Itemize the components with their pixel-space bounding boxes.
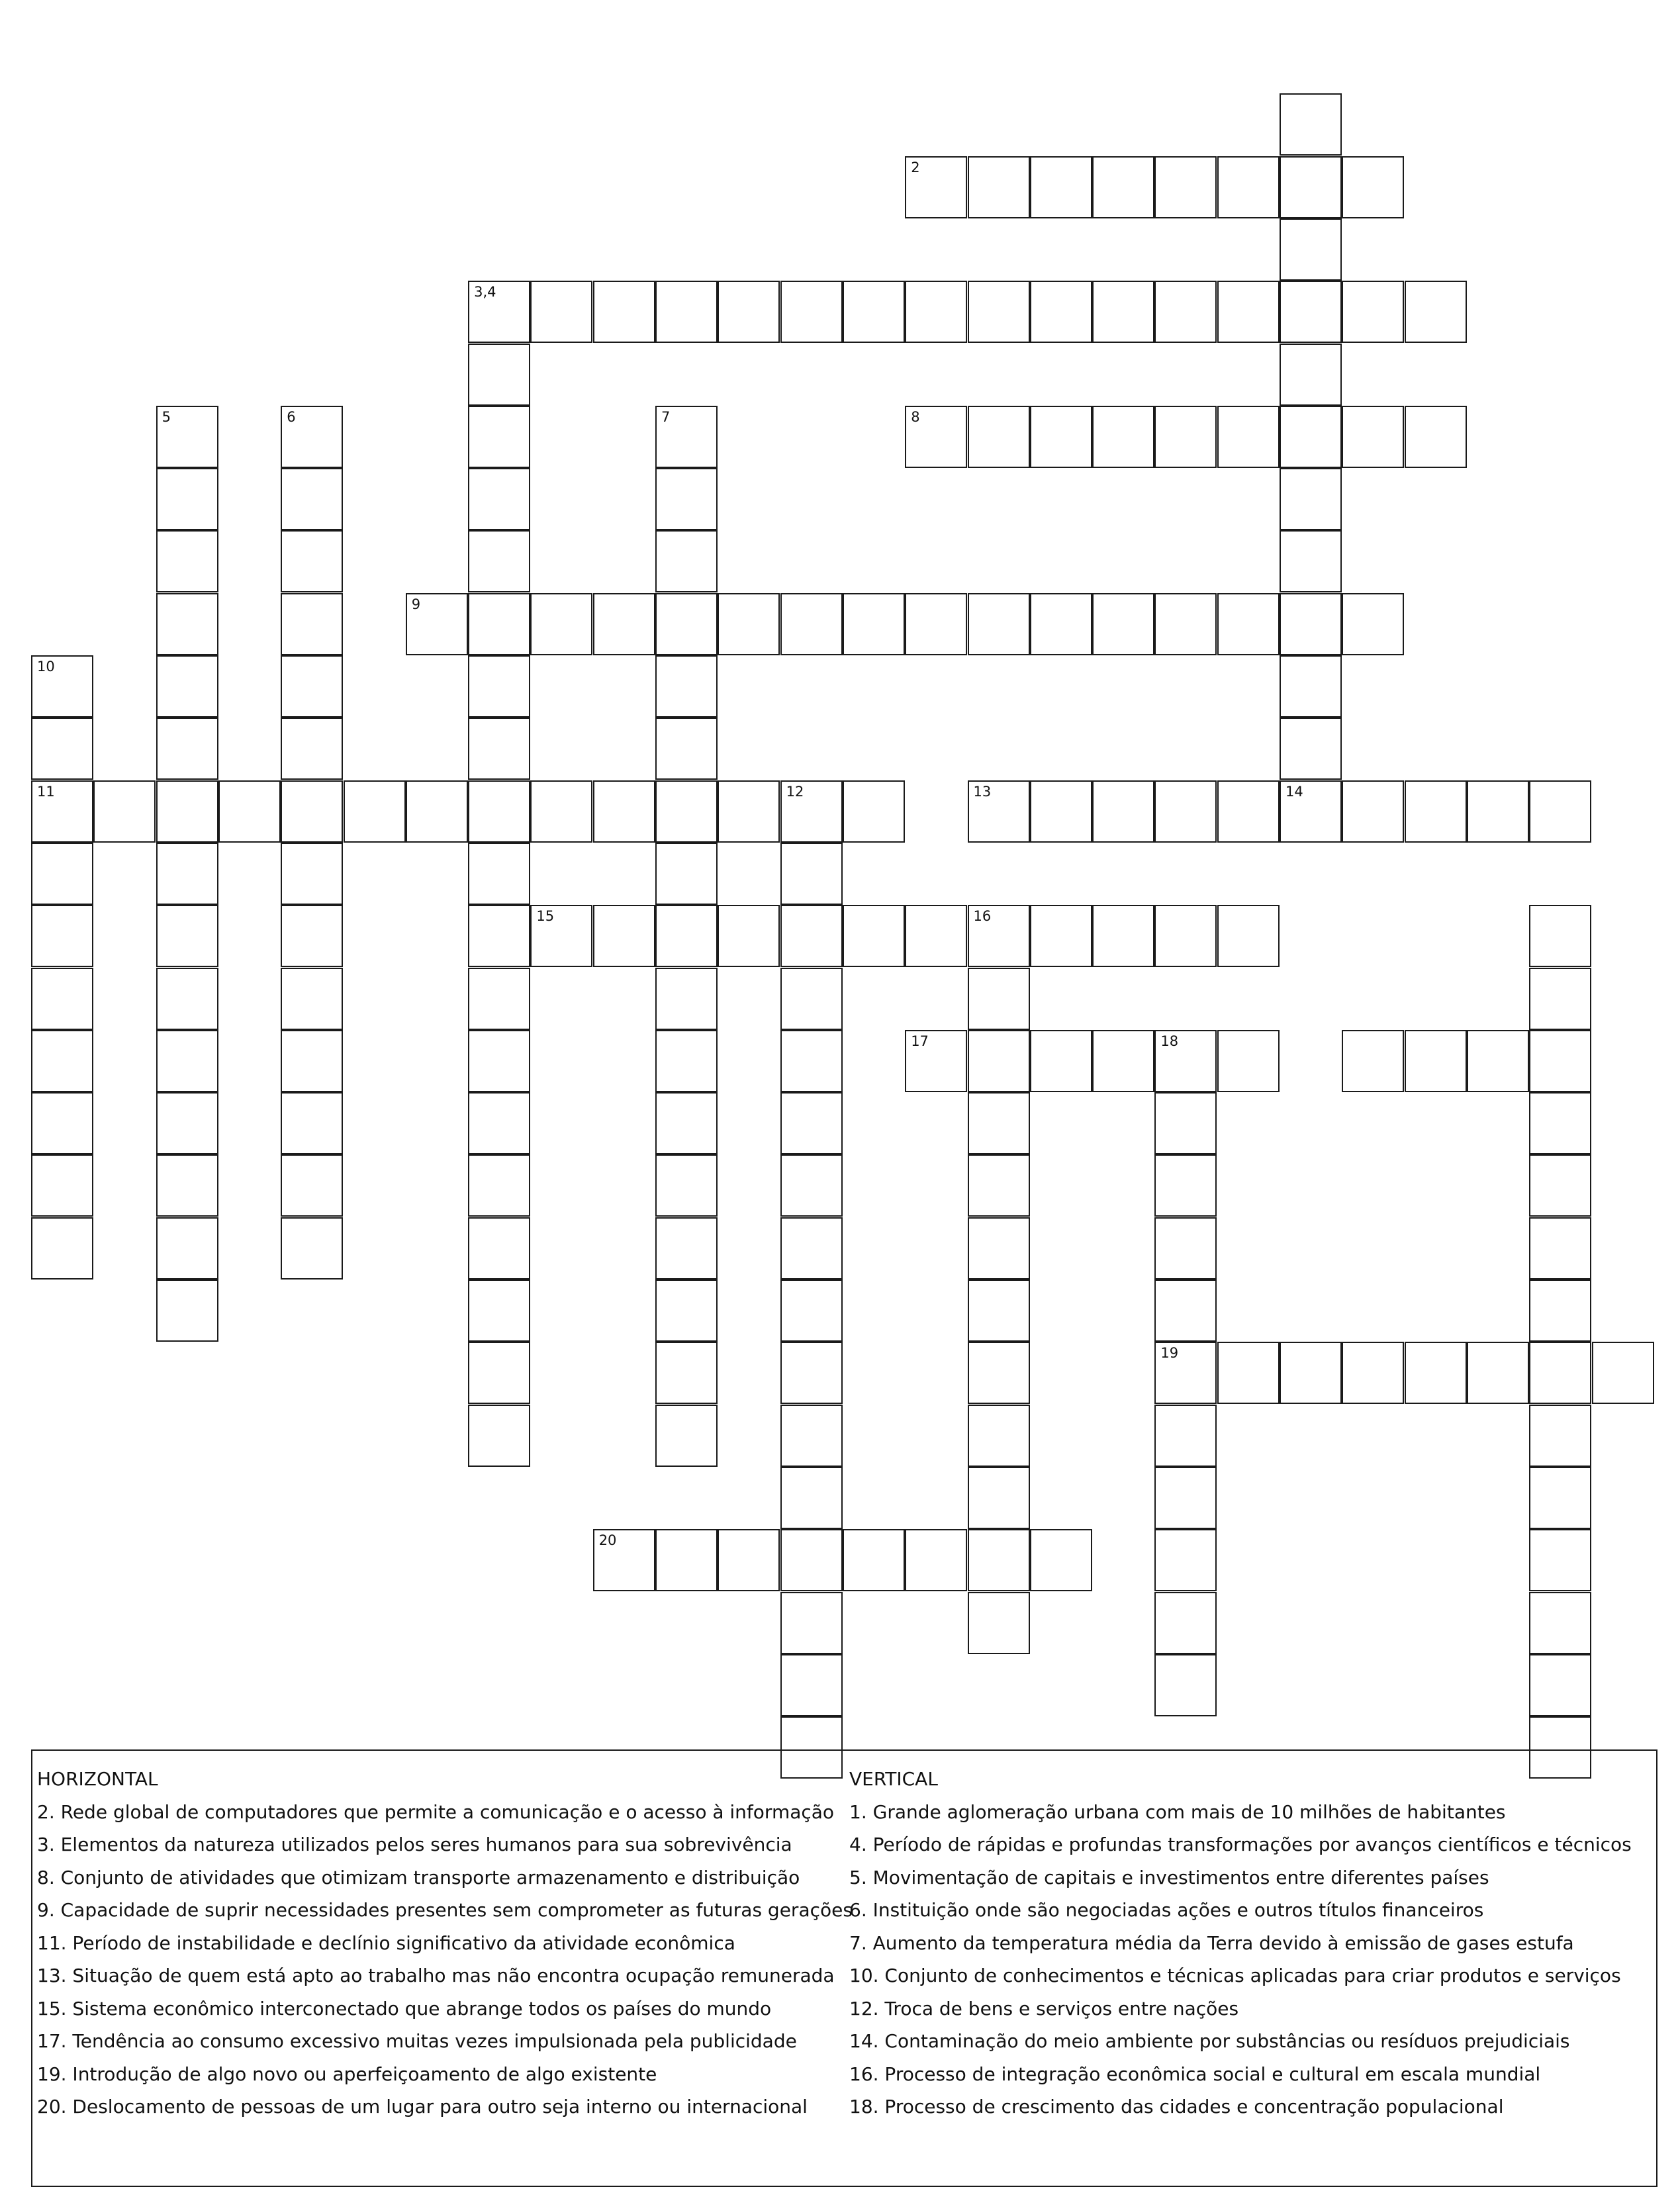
grid-cell[interactable]: [1280, 281, 1342, 343]
grid-cell[interactable]: [968, 1217, 1030, 1280]
grid-cell[interactable]: [780, 1467, 843, 1529]
cell-number: 12: [786, 783, 804, 800]
grid-cell[interactable]: [655, 1405, 718, 1467]
clue-down-10: 10. Conjunto de conhecimentos e técnicas aplicadas para criar produtos e serviços: [849, 1965, 1621, 1986]
grid-cell[interactable]: [968, 780, 1030, 843]
grid-cell[interactable]: [1092, 905, 1154, 967]
grid-cell[interactable]: [468, 1154, 530, 1217]
grid-cell[interactable]: [93, 780, 156, 843]
grid-cell[interactable]: [156, 1217, 218, 1280]
grid-cell[interactable]: [1529, 1405, 1591, 1467]
cell-number: 8: [911, 408, 920, 425]
grid-cell[interactable]: [780, 593, 843, 655]
grid-cell[interactable]: [1280, 655, 1342, 718]
cell-number: 19: [1160, 1345, 1179, 1362]
grid-cell[interactable]: [406, 593, 468, 655]
grid-cell[interactable]: [655, 1217, 718, 1280]
cell-number: 17: [911, 1033, 929, 1049]
grid-cell[interactable]: [655, 530, 718, 592]
cell-number: 10: [37, 659, 55, 675]
grid-cell[interactable]: [1154, 905, 1217, 967]
grid-cell[interactable]: [468, 468, 530, 530]
grid-cell[interactable]: [1030, 156, 1092, 218]
grid-cell[interactable]: [468, 344, 530, 406]
grid-cell[interactable]: [780, 1092, 843, 1154]
grid-cell[interactable]: [1280, 468, 1342, 530]
grid-cell[interactable]: [655, 1154, 718, 1217]
cell-number: 16: [973, 908, 992, 925]
clue-across-3: 3. Elementos da natureza utilizados pelos seres humanos para sua sobrevivência: [37, 1834, 792, 1855]
grid-cell[interactable]: [968, 593, 1030, 655]
grid-cell[interactable]: [1030, 905, 1092, 967]
grid-cell[interactable]: [468, 780, 530, 843]
grid-cell[interactable]: [593, 905, 655, 967]
grid-cell[interactable]: [1342, 780, 1404, 843]
grid-cell[interactable]: [905, 1529, 967, 1591]
grid-cell[interactable]: [156, 406, 218, 468]
grid-cell[interactable]: [1280, 344, 1342, 406]
grid-cell[interactable]: [780, 1217, 843, 1280]
grid-cell[interactable]: [1092, 780, 1154, 843]
grid-cell[interactable]: [468, 843, 530, 905]
cell-number: 3,4: [474, 284, 496, 301]
grid-cell[interactable]: [281, 780, 343, 843]
grid-cell[interactable]: [655, 718, 718, 780]
grid-cell[interactable]: [156, 468, 218, 530]
cell-number: 13: [973, 783, 992, 800]
grid-cell[interactable]: [1405, 281, 1467, 343]
grid-cell[interactable]: [31, 843, 93, 905]
grid-cell[interactable]: [1280, 718, 1342, 780]
grid-cell[interactable]: [655, 1529, 718, 1591]
grid-cell[interactable]: [1217, 281, 1280, 343]
grid-cell[interactable]: [1154, 1217, 1217, 1280]
grid-cell[interactable]: [1342, 1342, 1404, 1404]
grid-cell[interactable]: [1030, 1529, 1092, 1591]
clue-down-14: 14. Contaminação do meio ambiente por substâncias ou resíduos prejudiciais: [849, 2030, 1570, 2052]
grid-cell[interactable]: [31, 905, 93, 967]
grid-cell[interactable]: [281, 593, 343, 655]
grid-cell[interactable]: [344, 780, 406, 843]
grid-cell[interactable]: [780, 1154, 843, 1217]
horizontal-heading: HORIZONTAL: [37, 1768, 158, 1790]
grid-cell[interactable]: [1217, 593, 1280, 655]
grid-cell[interactable]: [468, 968, 530, 1030]
grid-cell[interactable]: [780, 1280, 843, 1342]
grid-cell[interactable]: [1154, 156, 1217, 218]
grid-cell[interactable]: [1280, 218, 1342, 281]
grid-cell[interactable]: [718, 1529, 780, 1591]
grid-cell[interactable]: [281, 905, 343, 967]
grid-cell[interactable]: [593, 780, 655, 843]
grid-cell[interactable]: [968, 1405, 1030, 1467]
grid-cell[interactable]: [31, 1217, 93, 1280]
clue-down-6: 6. Instituição onde são negociadas ações e outros títulos financeiros: [849, 1899, 1484, 1921]
grid-cell[interactable]: [1092, 281, 1154, 343]
grid-cell[interactable]: [905, 406, 967, 468]
grid-cell[interactable]: [780, 1592, 843, 1654]
grid-cell[interactable]: [1217, 1342, 1280, 1404]
grid-cell[interactable]: [593, 281, 655, 343]
horizontal-clues: [37, 1763, 853, 2123]
grid-cell[interactable]: [1154, 1654, 1217, 1716]
grid-cell[interactable]: [281, 1030, 343, 1092]
grid-cell[interactable]: [905, 281, 967, 343]
clue-across-11: 11. Período de instabilidade e declínio significativo da atividade econômica: [37, 1931, 735, 1954]
grid-cell[interactable]: [281, 968, 343, 1030]
grid-cell[interactable]: [468, 530, 530, 592]
grid-cell[interactable]: [530, 281, 592, 343]
grid-cell[interactable]: [1342, 593, 1404, 655]
vertical-heading: VERTICAL: [849, 1768, 938, 1790]
grid-cell[interactable]: [718, 593, 780, 655]
grid-cell[interactable]: [780, 1529, 843, 1591]
grid-cell[interactable]: [1529, 780, 1591, 843]
grid-cell[interactable]: [1529, 1654, 1591, 1716]
grid-cell[interactable]: [968, 406, 1030, 468]
grid-cell[interactable]: [156, 1154, 218, 1217]
grid-cell[interactable]: [968, 1529, 1030, 1591]
grid-cell[interactable]: [655, 968, 718, 1030]
grid-cell[interactable]: [468, 1030, 530, 1092]
grid-cell[interactable]: [156, 1280, 218, 1342]
grid-cell[interactable]: [1529, 1030, 1591, 1092]
grid-cell[interactable]: [1467, 1030, 1529, 1092]
grid-cell[interactable]: [281, 843, 343, 905]
grid-cell[interactable]: [156, 593, 218, 655]
grid-cell[interactable]: [905, 1030, 967, 1092]
grid-cell[interactable]: [655, 843, 718, 905]
grid-cell[interactable]: [780, 1654, 843, 1716]
grid-cell[interactable]: [905, 156, 967, 218]
grid-cell[interactable]: [1217, 156, 1280, 218]
grid-cell[interactable]: [1342, 406, 1404, 468]
grid-cell[interactable]: [968, 1280, 1030, 1342]
grid-cell[interactable]: [655, 593, 718, 655]
grid-cell[interactable]: [655, 406, 718, 468]
cell-number: 7: [661, 408, 671, 425]
grid-cell[interactable]: [31, 968, 93, 1030]
grid-cell[interactable]: [780, 905, 843, 967]
grid-cell[interactable]: [843, 593, 905, 655]
grid-cell[interactable]: [1280, 1342, 1342, 1404]
grid-cell[interactable]: [843, 281, 905, 343]
grid-cell[interactable]: [281, 530, 343, 592]
grid-cell[interactable]: [968, 1342, 1030, 1404]
grid-cell[interactable]: [468, 1217, 530, 1280]
grid-cell[interactable]: [1529, 1342, 1591, 1404]
grid-cell[interactable]: [718, 905, 780, 967]
grid-cell[interactable]: [1092, 406, 1154, 468]
cell-number: 11: [37, 783, 55, 800]
grid-cell[interactable]: [281, 468, 343, 530]
grid-cell[interactable]: [1529, 905, 1591, 967]
grid-cell[interactable]: [780, 1405, 843, 1467]
grid-cell[interactable]: [780, 843, 843, 905]
grid-cell[interactable]: [156, 1030, 218, 1092]
grid-cell[interactable]: [780, 281, 843, 343]
grid-cell[interactable]: [968, 1030, 1030, 1092]
grid-cell[interactable]: [156, 655, 218, 718]
grid-cell[interactable]: [156, 718, 218, 780]
grid-cell[interactable]: [281, 655, 343, 718]
grid-cell[interactable]: [780, 1030, 843, 1092]
grid-cell[interactable]: [1280, 406, 1342, 468]
cell-number: 15: [536, 908, 555, 925]
grid-cell[interactable]: [968, 156, 1030, 218]
grid-cell[interactable]: [31, 1092, 93, 1154]
cell-number: 5: [162, 408, 171, 425]
grid-cell[interactable]: [780, 780, 843, 843]
grid-cell[interactable]: [1030, 281, 1092, 343]
clue-down-18: 18. Processo de crescimento das cidades e concentração populacional: [849, 2096, 1504, 2117]
grid-cell[interactable]: [1154, 1030, 1217, 1092]
grid-cell[interactable]: [655, 905, 718, 967]
grid-cell[interactable]: [406, 780, 468, 843]
grid-cell[interactable]: [593, 593, 655, 655]
vertical-clues: [849, 1763, 1650, 2123]
grid-cell[interactable]: [718, 780, 780, 843]
grid-cell[interactable]: [468, 281, 530, 343]
grid-cell[interactable]: [843, 1529, 905, 1591]
grid-cell[interactable]: [968, 905, 1030, 967]
grid-cell[interactable]: [1154, 1405, 1217, 1467]
grid-cell[interactable]: [655, 1280, 718, 1342]
grid-cell[interactable]: [1342, 156, 1404, 218]
grid-cell[interactable]: [468, 1342, 530, 1404]
grid-cell[interactable]: [1467, 1342, 1529, 1404]
clue-across-15: 15. Sistema econômico interconectado que abrange todos os países do mundo: [37, 1997, 772, 2020]
grid-cell[interactable]: [1030, 406, 1092, 468]
grid-cell[interactable]: [1280, 93, 1342, 156]
clue-down-12: 12. Troca de bens e serviços entre nações: [849, 1997, 1239, 2020]
cell-number: 2: [911, 159, 920, 175]
grid-cell[interactable]: [1280, 780, 1342, 843]
grid-cell[interactable]: [468, 905, 530, 967]
grid-cell[interactable]: [1217, 905, 1280, 967]
grid-cell[interactable]: [655, 655, 718, 718]
grid-cell[interactable]: [281, 406, 343, 468]
grid-cell[interactable]: [1280, 530, 1342, 592]
clue-across-13: 13. Situação de quem está apto ao trabalho mas não encontra ocupação remunerada: [37, 1965, 835, 1986]
grid-cell[interactable]: [655, 1092, 718, 1154]
grid-cell[interactable]: [1217, 1030, 1280, 1092]
clue-across-17: 17. Tendência ao consumo excessivo muitas vezes impulsionada pela publicidade: [37, 2030, 797, 2052]
clue-down-7: 7. Aumento da temperatura média da Terra devido à emissão de gases estufa: [849, 1931, 1574, 1954]
grid-cell[interactable]: [1529, 1467, 1591, 1529]
clue-down-16: 16. Processo de integração econômica social e cultural em escala mundial: [849, 2063, 1541, 2085]
grid-cell[interactable]: [530, 593, 592, 655]
grid-cell[interactable]: [1154, 780, 1217, 843]
grid-cell[interactable]: [468, 718, 530, 780]
grid-cell[interactable]: [968, 1592, 1030, 1654]
grid-cell[interactable]: [1467, 780, 1529, 843]
grid-cell[interactable]: [156, 905, 218, 967]
cell-number: 14: [1285, 783, 1303, 800]
clue-down-5: 5. Movimentação de capitais e investimentos entre diferentes países: [849, 1866, 1489, 1888]
grid-cell[interactable]: [1405, 780, 1467, 843]
grid-cell[interactable]: [655, 468, 718, 530]
grid-cell[interactable]: [468, 406, 530, 468]
grid-cell[interactable]: [468, 1280, 530, 1342]
grid-cell[interactable]: [156, 843, 218, 905]
grid-cell[interactable]: [31, 655, 93, 718]
grid-cell[interactable]: [156, 780, 218, 843]
grid-cell[interactable]: [1154, 1154, 1217, 1217]
grid-cell[interactable]: [1529, 968, 1591, 1030]
grid-cell[interactable]: [1154, 1092, 1217, 1154]
grid-cell[interactable]: [468, 1405, 530, 1467]
grid-cell[interactable]: [968, 1092, 1030, 1154]
grid-cell[interactable]: [1529, 1280, 1591, 1342]
clues-box: [31, 1749, 1657, 2187]
grid-cell[interactable]: [468, 655, 530, 718]
grid-cell[interactable]: [156, 530, 218, 592]
clue-across-2: 2. Rede global de computadores que permite a comunicação e o acesso à informação: [37, 1800, 835, 1823]
grid-cell[interactable]: [1154, 1592, 1217, 1654]
grid-cell[interactable]: [843, 905, 905, 967]
grid-cell[interactable]: [780, 1342, 843, 1404]
grid-cell[interactable]: [1154, 1280, 1217, 1342]
grid-cell[interactable]: [1342, 281, 1404, 343]
grid-cell[interactable]: [1154, 1467, 1217, 1529]
grid-cell[interactable]: [1154, 1342, 1217, 1404]
grid-cell[interactable]: [31, 1030, 93, 1092]
grid-cell[interactable]: [1092, 156, 1154, 218]
grid-cell[interactable]: [655, 1342, 718, 1404]
grid-cell[interactable]: [1529, 1217, 1591, 1280]
grid-cell[interactable]: [1092, 1030, 1154, 1092]
grid-cell[interactable]: [468, 593, 530, 655]
grid-cell[interactable]: [780, 968, 843, 1030]
grid-cell[interactable]: [1280, 593, 1342, 655]
grid-cell[interactable]: [1529, 1592, 1591, 1654]
grid-cell[interactable]: [1529, 1092, 1591, 1154]
grid-cell[interactable]: [1154, 281, 1217, 343]
cell-number: 20: [598, 1532, 617, 1549]
grid-cell[interactable]: [31, 1154, 93, 1217]
grid-cell[interactable]: [468, 1092, 530, 1154]
grid-cell[interactable]: [655, 281, 718, 343]
clue-across-9: 9. Capacidade de suprir necessidades presentes sem comprometer as futuras gerações: [37, 1899, 853, 1921]
grid-cell[interactable]: [843, 780, 905, 843]
grid-cell[interactable]: [1030, 1030, 1092, 1092]
grid-cell[interactable]: [281, 718, 343, 780]
cell-number: 9: [411, 596, 421, 612]
grid-cell[interactable]: [281, 1217, 343, 1280]
grid-cell[interactable]: [1405, 1342, 1467, 1404]
grid-cell[interactable]: [218, 780, 281, 843]
grid-cell[interactable]: [31, 718, 93, 780]
grid-cell[interactable]: [1342, 1030, 1404, 1092]
grid-cell[interactable]: [968, 1154, 1030, 1217]
clue-across-8: 8. Conjunto de atividades que otimizam transporte armazenamento e distribuição: [37, 1866, 800, 1888]
clue-across-19: 19. Introdução de algo novo ou aperfeiçoamento de algo existente: [37, 2063, 657, 2085]
grid-cell[interactable]: [1405, 406, 1467, 468]
grid-cell[interactable]: [1217, 780, 1280, 843]
grid-cell[interactable]: [1529, 1529, 1591, 1591]
grid-cell[interactable]: [1592, 1342, 1654, 1404]
grid-cell[interactable]: [718, 281, 780, 343]
grid-cell[interactable]: [655, 780, 718, 843]
clue-down-4: 4. Período de rápidas e profundas transformações por avanços científicos e técnicos: [849, 1834, 1632, 1855]
grid-cell[interactable]: [1154, 593, 1217, 655]
grid-cell[interactable]: [968, 968, 1030, 1030]
grid-cell[interactable]: [1405, 1030, 1467, 1092]
grid-cell[interactable]: [281, 1154, 343, 1217]
grid-cell[interactable]: [156, 1092, 218, 1154]
clue-across-20: 20. Deslocamento de pessoas de um lugar para outro seja interno ou internacional: [37, 2096, 808, 2117]
cell-number: 6: [287, 408, 296, 425]
grid-cell[interactable]: [31, 780, 93, 843]
grid-cell[interactable]: [593, 1529, 655, 1591]
grid-cell[interactable]: [1154, 406, 1217, 468]
grid-cell[interactable]: [1529, 1154, 1591, 1217]
grid-cell[interactable]: [530, 905, 592, 967]
grid-cell[interactable]: [905, 905, 967, 967]
grid-cell[interactable]: [530, 780, 592, 843]
clue-down-1: 1. Grande aglomeração urbana com mais de 10 milhões de habitantes: [849, 1800, 1506, 1823]
grid-cell[interactable]: [281, 1092, 343, 1154]
grid-cell[interactable]: [1092, 593, 1154, 655]
grid-cell[interactable]: [968, 1467, 1030, 1529]
grid-cell[interactable]: [1280, 156, 1342, 218]
grid-cell[interactable]: [1217, 406, 1280, 468]
grid-cell[interactable]: [1030, 593, 1092, 655]
grid-cell[interactable]: [156, 968, 218, 1030]
grid-cell[interactable]: [1030, 780, 1092, 843]
cell-number: 18: [1160, 1033, 1179, 1049]
grid-cell[interactable]: [655, 1030, 718, 1092]
grid-cell[interactable]: [1154, 1529, 1217, 1591]
grid-cell[interactable]: [905, 593, 967, 655]
grid-cell[interactable]: [968, 281, 1030, 343]
